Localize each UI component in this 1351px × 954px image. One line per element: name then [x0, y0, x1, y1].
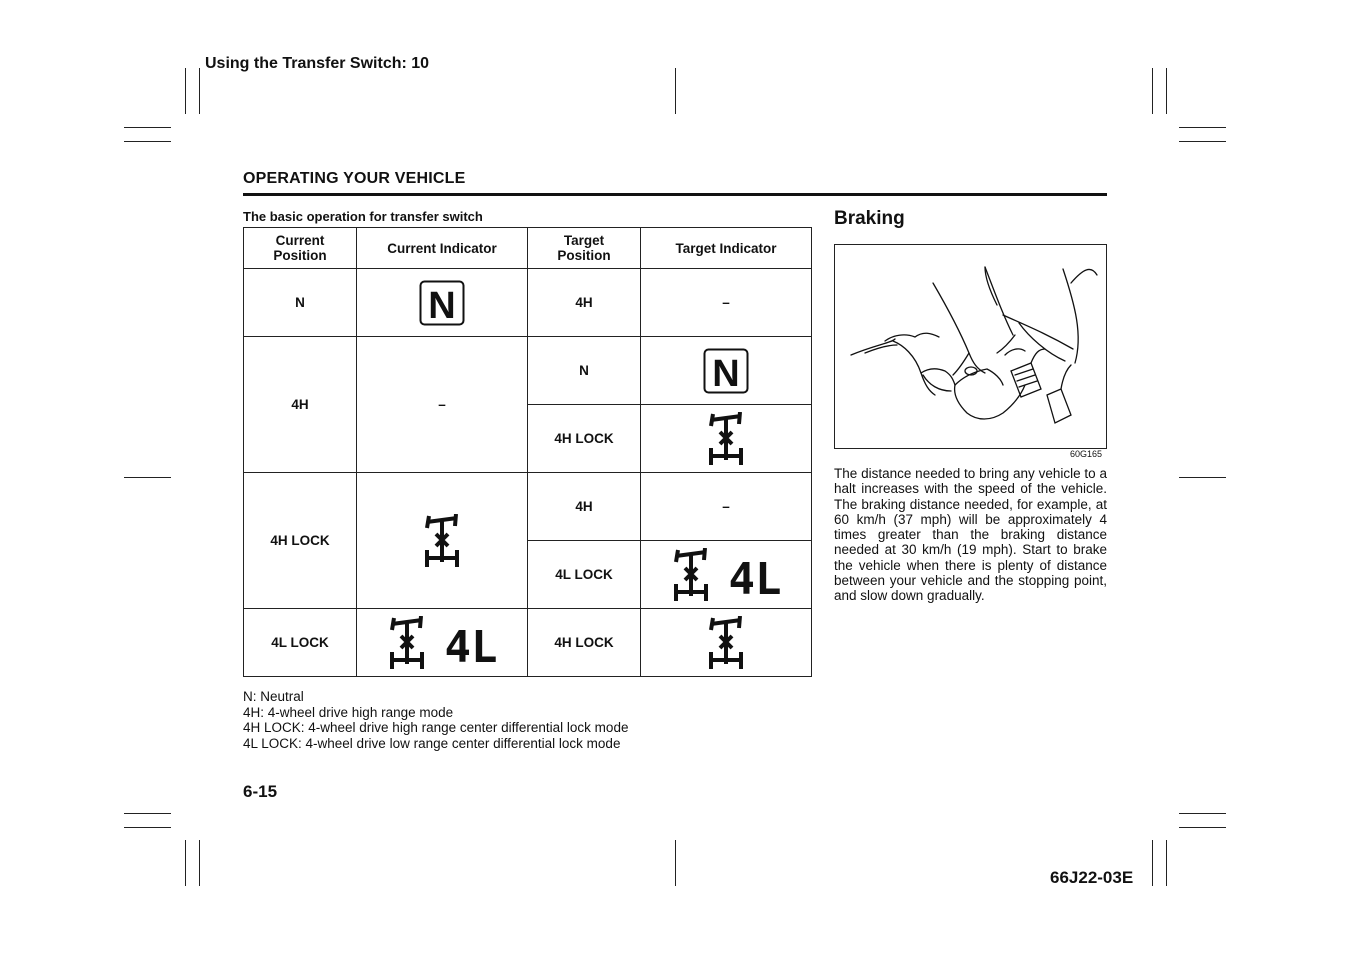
table-row — [244, 609, 812, 677]
target-indicator-cell — [641, 609, 812, 677]
crop-mark — [124, 127, 171, 128]
current-indicator-cell — [357, 269, 528, 337]
page-reference: Using the Transfer Switch: 10 — [205, 55, 430, 72]
section-header: OPERATING YOUR VEHICLE — [243, 170, 466, 187]
crop-mark — [1179, 827, 1226, 828]
crop-mark — [199, 840, 200, 886]
n-indicator-icon — [419, 280, 465, 326]
target-indicator-cell: – — [641, 269, 812, 337]
crop-mark — [185, 68, 186, 114]
braking-paragraph: The distance needed to bring any vehicle to a halt increases with the speed of the vehicle. The braking distance needed, for example, at 60 km/h (37 mph) will be approximately 4 times greater than the braking distance needed at 30 km/h (19 mph). Start to brake the vehicle when there is plenty of distance between your vehicle and the stopping point, and slow down gradually. — [834, 466, 1107, 604]
braking-title: Braking — [834, 208, 905, 229]
lock-icon-stroke — [676, 550, 678, 562]
crop-mark — [1152, 840, 1153, 886]
target-indicator-cell — [641, 337, 812, 405]
header-current-position: Current Position — [244, 228, 357, 269]
target-indicator-cell — [641, 541, 812, 609]
current-indicator-cell — [357, 473, 528, 609]
crop-mark — [1179, 141, 1226, 142]
table-row — [244, 337, 812, 405]
lock-icon-stroke — [455, 514, 456, 526]
crop-mark — [675, 68, 676, 114]
4wd-lock-icon — [387, 616, 427, 670]
current-position-cell: N — [244, 269, 357, 337]
current-position-cell: 4L LOCK — [244, 609, 357, 677]
note-line: N: Neutral — [243, 689, 304, 704]
crop-mark — [199, 68, 200, 114]
transfer-switch-table — [243, 227, 812, 677]
current-position-cell: 4H LOCK — [244, 473, 357, 609]
note-line: 4H: 4-wheel drive high range mode — [243, 704, 454, 720]
svg-text:4L: 4L — [728, 553, 781, 602]
4l-text-icon — [431, 616, 497, 670]
svg-text:N: N — [712, 352, 740, 394]
lock-icon-stroke — [704, 548, 705, 560]
crop-mark — [124, 813, 171, 814]
target-position-cell: 4H LOCK — [528, 609, 641, 677]
abbreviation-notes — [243, 689, 628, 751]
table-header-row — [244, 228, 812, 269]
crop-mark — [1152, 68, 1153, 114]
table-row — [244, 473, 812, 541]
crop-mark — [1179, 477, 1226, 478]
lock-icon-stroke — [711, 618, 713, 630]
document-code: 66J22-03E — [1050, 868, 1134, 887]
crop-mark — [1166, 68, 1167, 114]
crop-mark — [1179, 813, 1226, 814]
table-row — [244, 269, 812, 337]
svg-text:4L: 4L — [444, 621, 497, 670]
4wd-lock-icon — [671, 548, 711, 602]
4wd-lock-icon — [706, 616, 746, 670]
svg-text:N: N — [428, 284, 456, 326]
target-position-cell: 4H — [528, 473, 641, 541]
note-line: 4L LOCK: 4-wheel drive low range center differential lock mode — [243, 735, 621, 751]
crop-mark — [1179, 127, 1226, 128]
crop-mark — [124, 477, 171, 478]
target-indicator-cell: – — [641, 473, 812, 541]
lock-icon-stroke — [711, 414, 713, 426]
lock-icon-stroke — [427, 516, 429, 528]
note-line: 4H LOCK: 4-wheel drive high range center differential lock mode — [243, 720, 629, 735]
header-target-indicator: Target Indicator — [641, 228, 812, 269]
n-indicator-icon — [703, 348, 749, 394]
lock-icon-stroke — [739, 412, 740, 424]
foot-on-brake-pedal-illustration — [834, 244, 1107, 449]
crop-mark — [1166, 840, 1167, 886]
current-indicator-cell — [357, 609, 528, 677]
target-position-cell: 4H — [528, 269, 641, 337]
header-target-position: Target Position — [528, 228, 641, 269]
current-indicator-cell: – — [357, 337, 528, 473]
crop-mark — [124, 141, 171, 142]
table-caption: The basic operation for transfer switch — [243, 209, 483, 224]
target-indicator-cell — [641, 405, 812, 473]
target-position-cell: 4H LOCK — [528, 405, 641, 473]
current-position-cell: 4H — [244, 337, 357, 473]
lock-icon-stroke — [739, 616, 740, 628]
illustration-code: 60G165 — [1070, 449, 1103, 459]
4l-text-icon — [715, 548, 781, 602]
target-position-cell: 4L LOCK — [528, 541, 641, 609]
lock-icon-stroke — [392, 618, 394, 630]
header-current-indicator: Current Indicator — [357, 228, 528, 269]
lock-icon-stroke — [420, 616, 421, 628]
crop-mark — [675, 840, 676, 886]
page-number: 6-15 — [243, 782, 278, 801]
target-position-cell: N — [528, 337, 641, 405]
crop-mark — [185, 840, 186, 886]
4wd-lock-icon — [422, 514, 462, 568]
header-rule — [243, 193, 1107, 196]
4wd-lock-icon — [706, 412, 746, 466]
crop-mark — [124, 827, 171, 828]
